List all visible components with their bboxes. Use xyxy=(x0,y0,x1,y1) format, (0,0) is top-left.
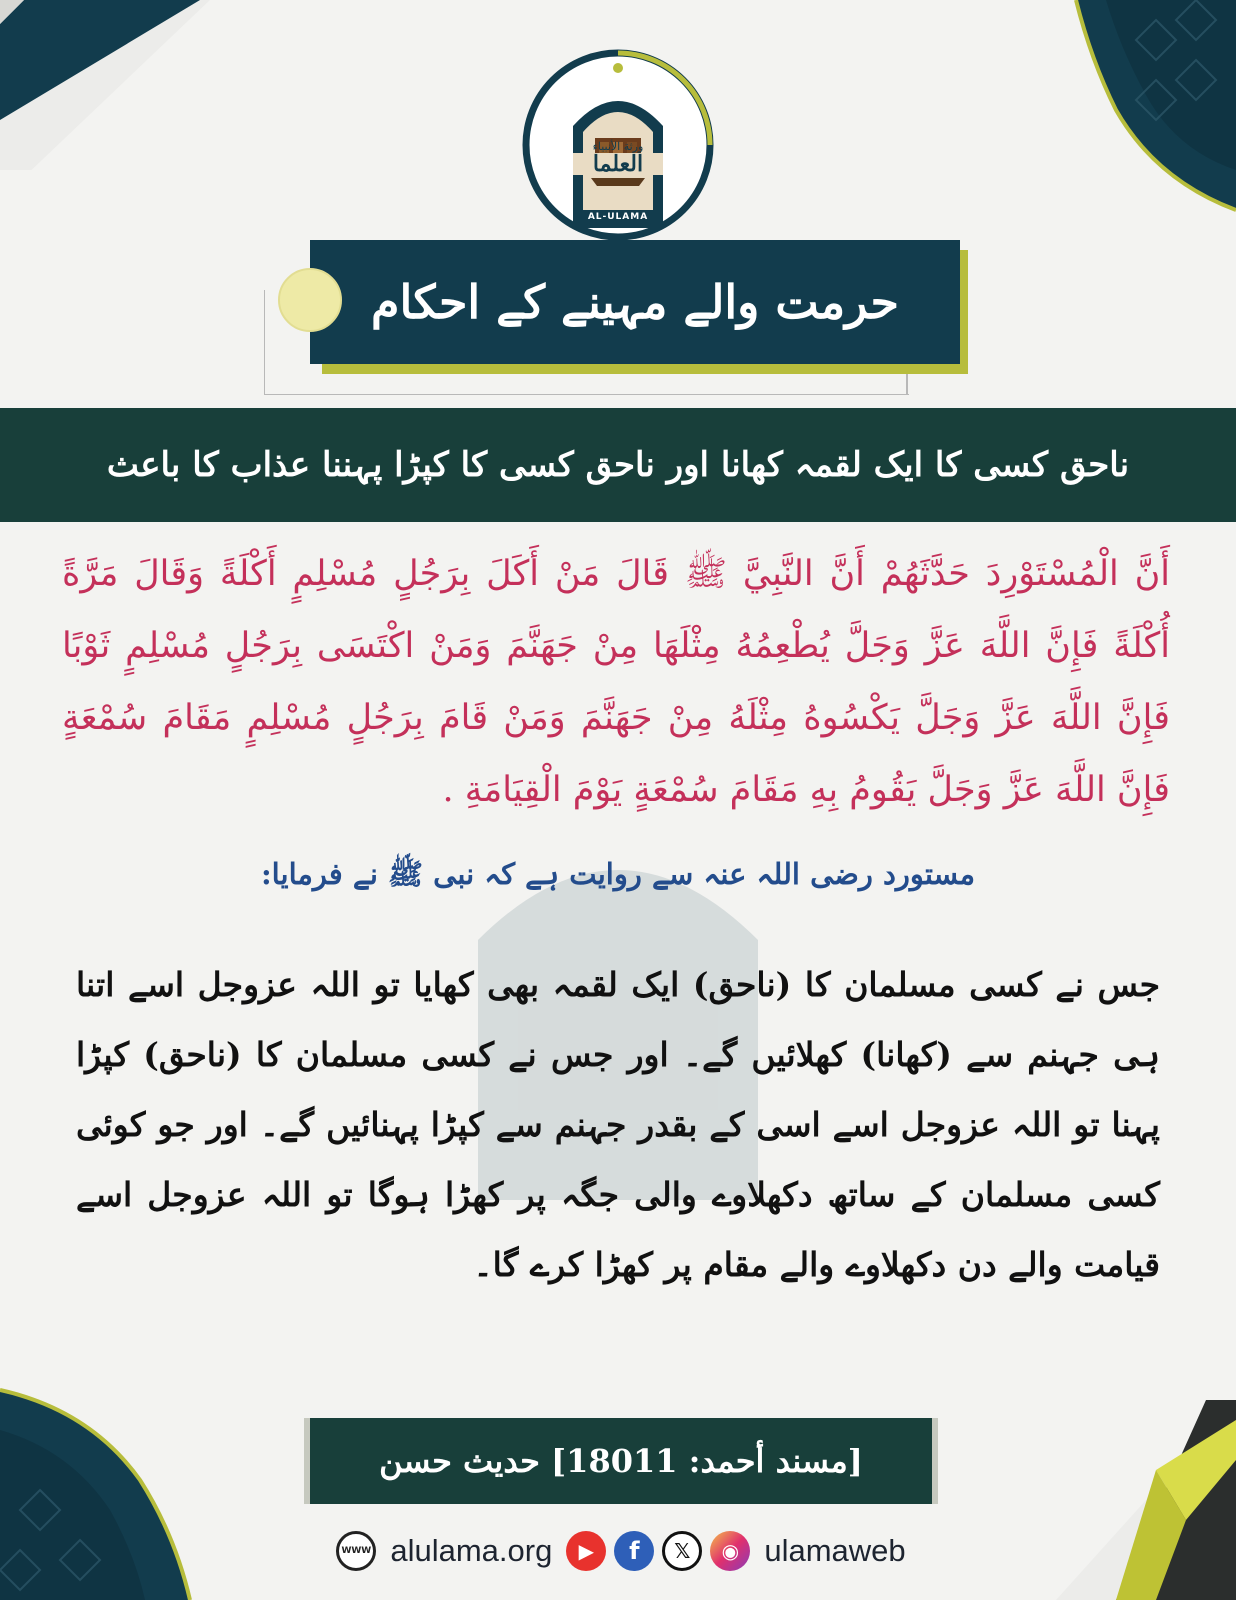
corner-ornament-top-left xyxy=(0,0,230,170)
social-handle[interactable]: ulamaweb xyxy=(764,1533,906,1568)
x-twitter-icon[interactable]: 𝕏 xyxy=(662,1531,702,1571)
website-link[interactable]: alulama.org xyxy=(390,1533,553,1568)
reference-text: [مسند أحمد: 18011] حديث حسن xyxy=(379,1442,863,1480)
reference-box xyxy=(304,1418,938,1504)
title-dot-ornament xyxy=(278,268,342,332)
youtube-icon[interactable]: ▶ xyxy=(566,1531,606,1571)
logo-brand-latin: AL-ULAMA xyxy=(587,212,649,222)
narrator-line: مستورد رضی اللہ عنہ سے روایت ہے کہ نبی ﷺ نے فرمایا: xyxy=(260,857,976,891)
corner-ornament-bottom-left xyxy=(0,1370,220,1600)
subheading-band xyxy=(0,408,1236,522)
logo-brand-urdu: العلما xyxy=(573,153,663,175)
facebook-icon[interactable]: f xyxy=(614,1531,654,1571)
instagram-icon[interactable]: ◉ xyxy=(710,1531,750,1571)
subheading: ناحق کسی کا ایک لقمہ کھانا اور ناحق کسی کا کپڑا پہننا عذاب کا باعث xyxy=(106,445,1130,485)
corner-ornament-bottom-right xyxy=(1056,1400,1236,1600)
arabic-hadith-text: أَنَّ الْمُسْتَوْرِدَ حَدَّثَهُمْ أَنَّ النَّبِيَّ ﷺ قَالَ مَنْ أَكَلَ بِرَجُلٍ مُسْلِمٍ أَكْلَةً وَقَالَ مَرَّةً أُكْلَةً فَإِنَّ اللَّهَ عَزَّ وَجَلَّ يُطْعِمُهُ مِثْلَهَا مِنْ جَهَنَّمَ وَمَنْ اكْتَسَى بِرَجُلٍ مُسْلِمٍ ثَوْبًا فَإِنَّ اللَّهَ عَزَّ وَجَلَّ يَكْسُوهُ مِثْلَهُ مِنْ جَهَنَّمَ وَمَنْ قَامَ بِرَجُلٍ مُسْلِمٍ مَقَامَ سُمْعَةٍ فَإِنَّ اللَّهَ عَزَّ وَجَلَّ يَقُومُ بِهِ مَقَامَ سُمْعَةٍ يَوْمَ الْقِيَامَةِ . xyxy=(62,554,1170,810)
globe-icon[interactable] xyxy=(336,1531,376,1571)
urdu-translation-text: جس نے کسی مسلمان کا (ناحق) ایک لقمہ بھی کھایا تو اللہ عزوجل اسے اتنا ہی جہنم سے (کھانا) کھلائیں گے۔ اور جس نے کسی مسلمان کا (ناحق) کپڑا پہنا تو اللہ عزوجل اسے اسی کے بقدر جہنم سے کپڑا پہنائیں گے۔ اور جو کوئی کسی مسلمان کے ساتھ دکھلاوے والی جگہ پر کھڑا ہوگا تو اللہ عزوجل اسے قیامت والے دن دکھلاوے والے مقام پر کھڑا کرے گا۔ xyxy=(76,965,1160,1284)
footer-bar xyxy=(304,1524,944,1578)
globe-icon-label: WWW xyxy=(341,1546,372,1556)
logo-brand-arabic: ورثة الأنبياء xyxy=(592,140,644,153)
page-title: حرمت والے مہینے کے احکام xyxy=(310,240,960,364)
corner-ornament-top-right xyxy=(1036,0,1236,230)
